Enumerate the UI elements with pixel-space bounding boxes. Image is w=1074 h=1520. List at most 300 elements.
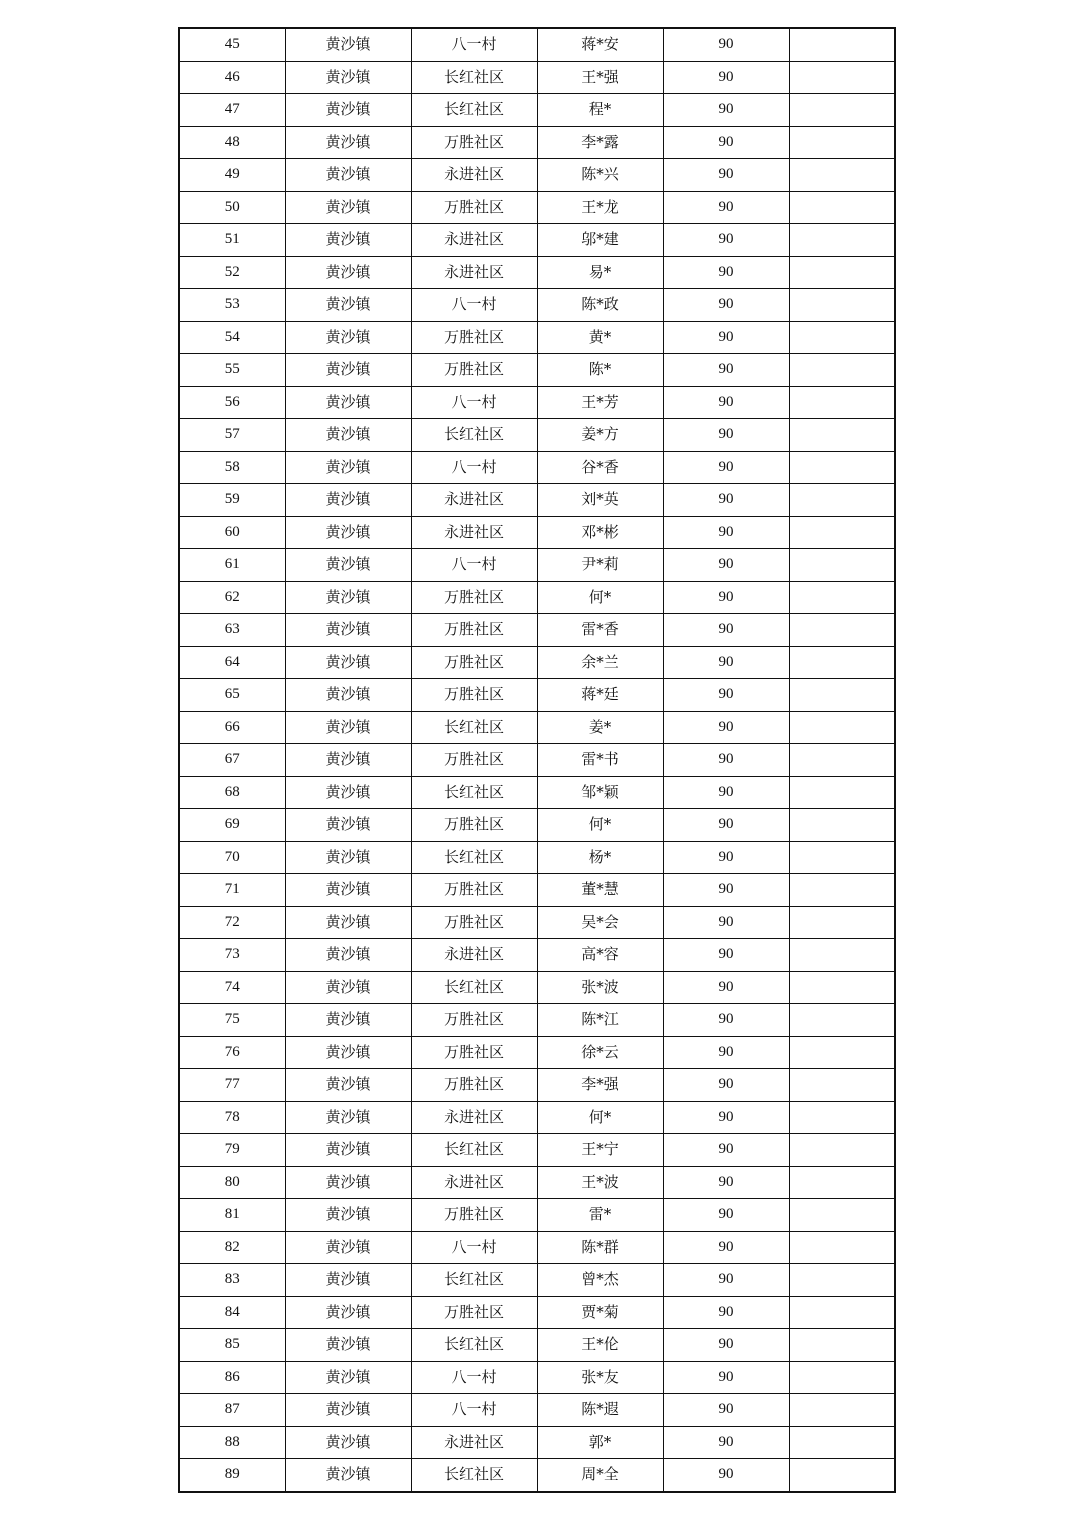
remarks-cell [789, 1199, 895, 1232]
village-cell: 八一村 [411, 451, 537, 484]
person-name-cell: 高*容 [537, 939, 663, 972]
amount-cell: 90 [663, 581, 789, 614]
amount-cell: 90 [663, 906, 789, 939]
amount-cell: 90 [663, 1264, 789, 1297]
town-cell: 黄沙镇 [285, 581, 411, 614]
remarks-cell [789, 516, 895, 549]
town-cell: 黄沙镇 [285, 614, 411, 647]
town-cell: 黄沙镇 [285, 159, 411, 192]
town-cell: 黄沙镇 [285, 1329, 411, 1362]
amount-cell: 90 [663, 939, 789, 972]
amount-cell: 90 [663, 776, 789, 809]
village-cell: 八一村 [411, 28, 537, 61]
table-row [179, 581, 895, 614]
village-cell: 万胜社区 [411, 1004, 537, 1037]
town-cell: 黄沙镇 [285, 646, 411, 679]
village-cell: 万胜社区 [411, 1296, 537, 1329]
remarks-cell [789, 906, 895, 939]
town-cell: 黄沙镇 [285, 289, 411, 322]
row-number-cell: 70 [179, 841, 285, 874]
remarks-cell [789, 841, 895, 874]
person-name-cell: 陈*遐 [537, 1394, 663, 1427]
row-number-cell: 49 [179, 159, 285, 192]
town-cell: 黄沙镇 [285, 874, 411, 907]
amount-cell: 90 [663, 1004, 789, 1037]
amount-cell: 90 [663, 1394, 789, 1427]
person-name-cell: 易* [537, 256, 663, 289]
town-cell: 黄沙镇 [285, 1231, 411, 1264]
row-number-cell: 55 [179, 354, 285, 387]
amount-cell: 90 [663, 484, 789, 517]
town-cell: 黄沙镇 [285, 1426, 411, 1459]
row-number-cell: 52 [179, 256, 285, 289]
remarks-cell [789, 386, 895, 419]
table-row [179, 1264, 895, 1297]
row-number-cell: 69 [179, 809, 285, 842]
table-row [179, 646, 895, 679]
table-row [179, 289, 895, 322]
remarks-cell [789, 646, 895, 679]
remarks-cell [789, 1036, 895, 1069]
remarks-cell [789, 484, 895, 517]
village-cell: 万胜社区 [411, 646, 537, 679]
person-name-cell: 邬*建 [537, 224, 663, 257]
town-cell: 黄沙镇 [285, 971, 411, 1004]
table-row [179, 776, 895, 809]
remarks-cell [789, 289, 895, 322]
row-number-cell: 83 [179, 1264, 285, 1297]
person-name-cell: 余*兰 [537, 646, 663, 679]
town-cell: 黄沙镇 [285, 1296, 411, 1329]
remarks-cell [789, 874, 895, 907]
village-cell: 八一村 [411, 1231, 537, 1264]
town-cell: 黄沙镇 [285, 1004, 411, 1037]
row-number-cell: 73 [179, 939, 285, 972]
row-number-cell: 77 [179, 1069, 285, 1102]
town-cell: 黄沙镇 [285, 1166, 411, 1199]
person-name-cell: 何* [537, 1101, 663, 1134]
table-row [179, 1036, 895, 1069]
remarks-cell [789, 61, 895, 94]
amount-cell: 90 [663, 1231, 789, 1264]
village-cell: 永进社区 [411, 1101, 537, 1134]
remarks-cell [789, 256, 895, 289]
village-cell: 万胜社区 [411, 126, 537, 159]
village-cell: 万胜社区 [411, 744, 537, 777]
town-cell: 黄沙镇 [285, 224, 411, 257]
town-cell: 黄沙镇 [285, 1199, 411, 1232]
table-row [179, 841, 895, 874]
row-number-cell: 68 [179, 776, 285, 809]
village-cell: 永进社区 [411, 939, 537, 972]
table-row [179, 1101, 895, 1134]
person-name-cell: 徐*云 [537, 1036, 663, 1069]
village-cell: 永进社区 [411, 256, 537, 289]
row-number-cell: 84 [179, 1296, 285, 1329]
table-row [179, 1329, 895, 1362]
remarks-cell [789, 1394, 895, 1427]
remarks-cell [789, 94, 895, 127]
remarks-cell [789, 224, 895, 257]
town-cell: 黄沙镇 [285, 94, 411, 127]
village-cell: 八一村 [411, 386, 537, 419]
town-cell: 黄沙镇 [285, 744, 411, 777]
amount-cell: 90 [663, 1069, 789, 1102]
table-row [179, 679, 895, 712]
table-row [179, 906, 895, 939]
town-cell: 黄沙镇 [285, 939, 411, 972]
town-cell: 黄沙镇 [285, 1134, 411, 1167]
person-name-cell: 李*强 [537, 1069, 663, 1102]
village-cell: 万胜社区 [411, 191, 537, 224]
person-name-cell: 雷*香 [537, 614, 663, 647]
town-cell: 黄沙镇 [285, 61, 411, 94]
amount-cell: 90 [663, 289, 789, 322]
town-cell: 黄沙镇 [285, 419, 411, 452]
row-number-cell: 63 [179, 614, 285, 647]
person-name-cell: 李*露 [537, 126, 663, 159]
person-name-cell: 王*波 [537, 1166, 663, 1199]
table-row [179, 1296, 895, 1329]
village-cell: 长红社区 [411, 61, 537, 94]
town-cell: 黄沙镇 [285, 354, 411, 387]
table-row [179, 28, 895, 61]
person-name-cell: 王*宁 [537, 1134, 663, 1167]
amount-cell: 90 [663, 28, 789, 61]
amount-cell: 90 [663, 191, 789, 224]
row-number-cell: 89 [179, 1459, 285, 1492]
row-number-cell: 71 [179, 874, 285, 907]
table-row [179, 711, 895, 744]
table-row [179, 1459, 895, 1492]
village-cell: 万胜社区 [411, 614, 537, 647]
person-name-cell: 何* [537, 581, 663, 614]
village-cell: 万胜社区 [411, 906, 537, 939]
table-row [179, 549, 895, 582]
amount-cell: 90 [663, 1426, 789, 1459]
person-name-cell: 张*波 [537, 971, 663, 1004]
row-number-cell: 45 [179, 28, 285, 61]
person-name-cell: 陈*群 [537, 1231, 663, 1264]
table-row [179, 1069, 895, 1102]
table-row [179, 1426, 895, 1459]
person-name-cell: 尹*莉 [537, 549, 663, 582]
amount-cell: 90 [663, 841, 789, 874]
remarks-cell [789, 1004, 895, 1037]
town-cell: 黄沙镇 [285, 484, 411, 517]
person-name-cell: 周*全 [537, 1459, 663, 1492]
row-number-cell: 72 [179, 906, 285, 939]
person-name-cell: 雷* [537, 1199, 663, 1232]
person-name-cell: 刘*英 [537, 484, 663, 517]
remarks-cell [789, 1459, 895, 1492]
row-number-cell: 87 [179, 1394, 285, 1427]
row-number-cell: 56 [179, 386, 285, 419]
village-cell: 万胜社区 [411, 1069, 537, 1102]
row-number-cell: 66 [179, 711, 285, 744]
table-row [179, 126, 895, 159]
remarks-cell [789, 1361, 895, 1394]
table-row [179, 159, 895, 192]
table-row [179, 874, 895, 907]
amount-cell: 90 [663, 159, 789, 192]
remarks-cell [789, 1166, 895, 1199]
amount-cell: 90 [663, 386, 789, 419]
table-row [179, 419, 895, 452]
person-name-cell: 黄* [537, 321, 663, 354]
remarks-cell [789, 809, 895, 842]
amount-cell: 90 [663, 1296, 789, 1329]
village-cell: 万胜社区 [411, 581, 537, 614]
town-cell: 黄沙镇 [285, 321, 411, 354]
remarks-cell [789, 1426, 895, 1459]
row-number-cell: 53 [179, 289, 285, 322]
person-name-cell: 姜* [537, 711, 663, 744]
village-cell: 八一村 [411, 289, 537, 322]
row-number-cell: 57 [179, 419, 285, 452]
town-cell: 黄沙镇 [285, 256, 411, 289]
remarks-cell [789, 126, 895, 159]
table-row [179, 1199, 895, 1232]
village-cell: 万胜社区 [411, 874, 537, 907]
table-row [179, 809, 895, 842]
row-number-cell: 81 [179, 1199, 285, 1232]
village-cell: 永进社区 [411, 1426, 537, 1459]
table-row [179, 224, 895, 257]
row-number-cell: 61 [179, 549, 285, 582]
remarks-cell [789, 1134, 895, 1167]
remarks-cell [789, 549, 895, 582]
row-number-cell: 65 [179, 679, 285, 712]
town-cell: 黄沙镇 [285, 906, 411, 939]
village-cell: 八一村 [411, 549, 537, 582]
person-name-cell: 贾*菊 [537, 1296, 663, 1329]
village-cell: 长红社区 [411, 419, 537, 452]
table-row [179, 1004, 895, 1037]
town-cell: 黄沙镇 [285, 679, 411, 712]
village-cell: 万胜社区 [411, 679, 537, 712]
amount-cell: 90 [663, 224, 789, 257]
table-row [179, 1134, 895, 1167]
remarks-cell [789, 1069, 895, 1102]
remarks-cell [789, 679, 895, 712]
table-row [179, 321, 895, 354]
table-row [179, 94, 895, 127]
table-row [179, 614, 895, 647]
amount-cell: 90 [663, 516, 789, 549]
table-row [179, 971, 895, 1004]
amount-cell: 90 [663, 354, 789, 387]
amount-cell: 90 [663, 94, 789, 127]
town-cell: 黄沙镇 [285, 1459, 411, 1492]
person-name-cell: 吴*会 [537, 906, 663, 939]
roster-table [178, 27, 896, 1493]
table-row [179, 1166, 895, 1199]
row-number-cell: 47 [179, 94, 285, 127]
amount-cell: 90 [663, 1036, 789, 1069]
town-cell: 黄沙镇 [285, 776, 411, 809]
remarks-cell [789, 191, 895, 224]
roster-table-body [179, 28, 895, 1492]
table-row [179, 191, 895, 224]
table-row [179, 354, 895, 387]
row-number-cell: 88 [179, 1426, 285, 1459]
amount-cell: 90 [663, 1361, 789, 1394]
remarks-cell [789, 159, 895, 192]
person-name-cell: 陈*政 [537, 289, 663, 322]
town-cell: 黄沙镇 [285, 1036, 411, 1069]
person-name-cell: 姜*方 [537, 419, 663, 452]
town-cell: 黄沙镇 [285, 191, 411, 224]
amount-cell: 90 [663, 321, 789, 354]
amount-cell: 90 [663, 614, 789, 647]
table-row [179, 451, 895, 484]
person-name-cell: 蒋*安 [537, 28, 663, 61]
table-row [179, 939, 895, 972]
remarks-cell [789, 581, 895, 614]
table-row [179, 1361, 895, 1394]
village-cell: 万胜社区 [411, 1199, 537, 1232]
table-row [179, 484, 895, 517]
person-name-cell: 陈*江 [537, 1004, 663, 1037]
row-number-cell: 54 [179, 321, 285, 354]
town-cell: 黄沙镇 [285, 451, 411, 484]
town-cell: 黄沙镇 [285, 1394, 411, 1427]
person-name-cell: 郭* [537, 1426, 663, 1459]
amount-cell: 90 [663, 1134, 789, 1167]
amount-cell: 90 [663, 744, 789, 777]
town-cell: 黄沙镇 [285, 711, 411, 744]
table-row [179, 516, 895, 549]
village-cell: 长红社区 [411, 1134, 537, 1167]
remarks-cell [789, 971, 895, 1004]
remarks-cell [789, 711, 895, 744]
table-row [179, 61, 895, 94]
person-name-cell: 王*芳 [537, 386, 663, 419]
amount-cell: 90 [663, 971, 789, 1004]
amount-cell: 90 [663, 1329, 789, 1362]
remarks-cell [789, 1231, 895, 1264]
village-cell: 永进社区 [411, 224, 537, 257]
row-number-cell: 46 [179, 61, 285, 94]
table-row [179, 744, 895, 777]
village-cell: 万胜社区 [411, 354, 537, 387]
row-number-cell: 60 [179, 516, 285, 549]
town-cell: 黄沙镇 [285, 809, 411, 842]
amount-cell: 90 [663, 874, 789, 907]
amount-cell: 90 [663, 1199, 789, 1232]
person-name-cell: 王*龙 [537, 191, 663, 224]
row-number-cell: 48 [179, 126, 285, 159]
person-name-cell: 蒋*廷 [537, 679, 663, 712]
remarks-cell [789, 419, 895, 452]
row-number-cell: 58 [179, 451, 285, 484]
remarks-cell [789, 1264, 895, 1297]
row-number-cell: 80 [179, 1166, 285, 1199]
amount-cell: 90 [663, 711, 789, 744]
person-name-cell: 王*强 [537, 61, 663, 94]
village-cell: 万胜社区 [411, 809, 537, 842]
amount-cell: 90 [663, 1459, 789, 1492]
table-row [179, 1231, 895, 1264]
person-name-cell: 程* [537, 94, 663, 127]
remarks-cell [789, 321, 895, 354]
village-cell: 长红社区 [411, 711, 537, 744]
remarks-cell [789, 776, 895, 809]
town-cell: 黄沙镇 [285, 1361, 411, 1394]
amount-cell: 90 [663, 679, 789, 712]
row-number-cell: 59 [179, 484, 285, 517]
row-number-cell: 85 [179, 1329, 285, 1362]
town-cell: 黄沙镇 [285, 1264, 411, 1297]
row-number-cell: 82 [179, 1231, 285, 1264]
person-name-cell: 张*友 [537, 1361, 663, 1394]
table-row [179, 1394, 895, 1427]
row-number-cell: 74 [179, 971, 285, 1004]
village-cell: 长红社区 [411, 1329, 537, 1362]
village-cell: 永进社区 [411, 484, 537, 517]
remarks-cell [789, 939, 895, 972]
village-cell: 长红社区 [411, 94, 537, 127]
person-name-cell: 雷*书 [537, 744, 663, 777]
remarks-cell [789, 28, 895, 61]
amount-cell: 90 [663, 61, 789, 94]
amount-cell: 90 [663, 1101, 789, 1134]
remarks-cell [789, 451, 895, 484]
town-cell: 黄沙镇 [285, 126, 411, 159]
town-cell: 黄沙镇 [285, 549, 411, 582]
person-name-cell: 邓*彬 [537, 516, 663, 549]
remarks-cell [789, 1101, 895, 1134]
amount-cell: 90 [663, 549, 789, 582]
town-cell: 黄沙镇 [285, 1101, 411, 1134]
person-name-cell: 何* [537, 809, 663, 842]
town-cell: 黄沙镇 [285, 841, 411, 874]
row-number-cell: 51 [179, 224, 285, 257]
person-name-cell: 曾*杰 [537, 1264, 663, 1297]
village-cell: 长红社区 [411, 841, 537, 874]
town-cell: 黄沙镇 [285, 28, 411, 61]
amount-cell: 90 [663, 1166, 789, 1199]
row-number-cell: 86 [179, 1361, 285, 1394]
village-cell: 八一村 [411, 1394, 537, 1427]
person-name-cell: 陈* [537, 354, 663, 387]
person-name-cell: 陈*兴 [537, 159, 663, 192]
town-cell: 黄沙镇 [285, 516, 411, 549]
person-name-cell: 董*慧 [537, 874, 663, 907]
row-number-cell: 62 [179, 581, 285, 614]
remarks-cell [789, 354, 895, 387]
row-number-cell: 76 [179, 1036, 285, 1069]
amount-cell: 90 [663, 451, 789, 484]
remarks-cell [789, 1329, 895, 1362]
row-number-cell: 75 [179, 1004, 285, 1037]
remarks-cell [789, 744, 895, 777]
village-cell: 永进社区 [411, 516, 537, 549]
row-number-cell: 64 [179, 646, 285, 679]
village-cell: 长红社区 [411, 971, 537, 1004]
remarks-cell [789, 614, 895, 647]
village-cell: 万胜社区 [411, 1036, 537, 1069]
amount-cell: 90 [663, 126, 789, 159]
row-number-cell: 78 [179, 1101, 285, 1134]
person-name-cell: 杨* [537, 841, 663, 874]
village-cell: 长红社区 [411, 776, 537, 809]
amount-cell: 90 [663, 809, 789, 842]
person-name-cell: 王*伦 [537, 1329, 663, 1362]
row-number-cell: 50 [179, 191, 285, 224]
village-cell: 八一村 [411, 1361, 537, 1394]
